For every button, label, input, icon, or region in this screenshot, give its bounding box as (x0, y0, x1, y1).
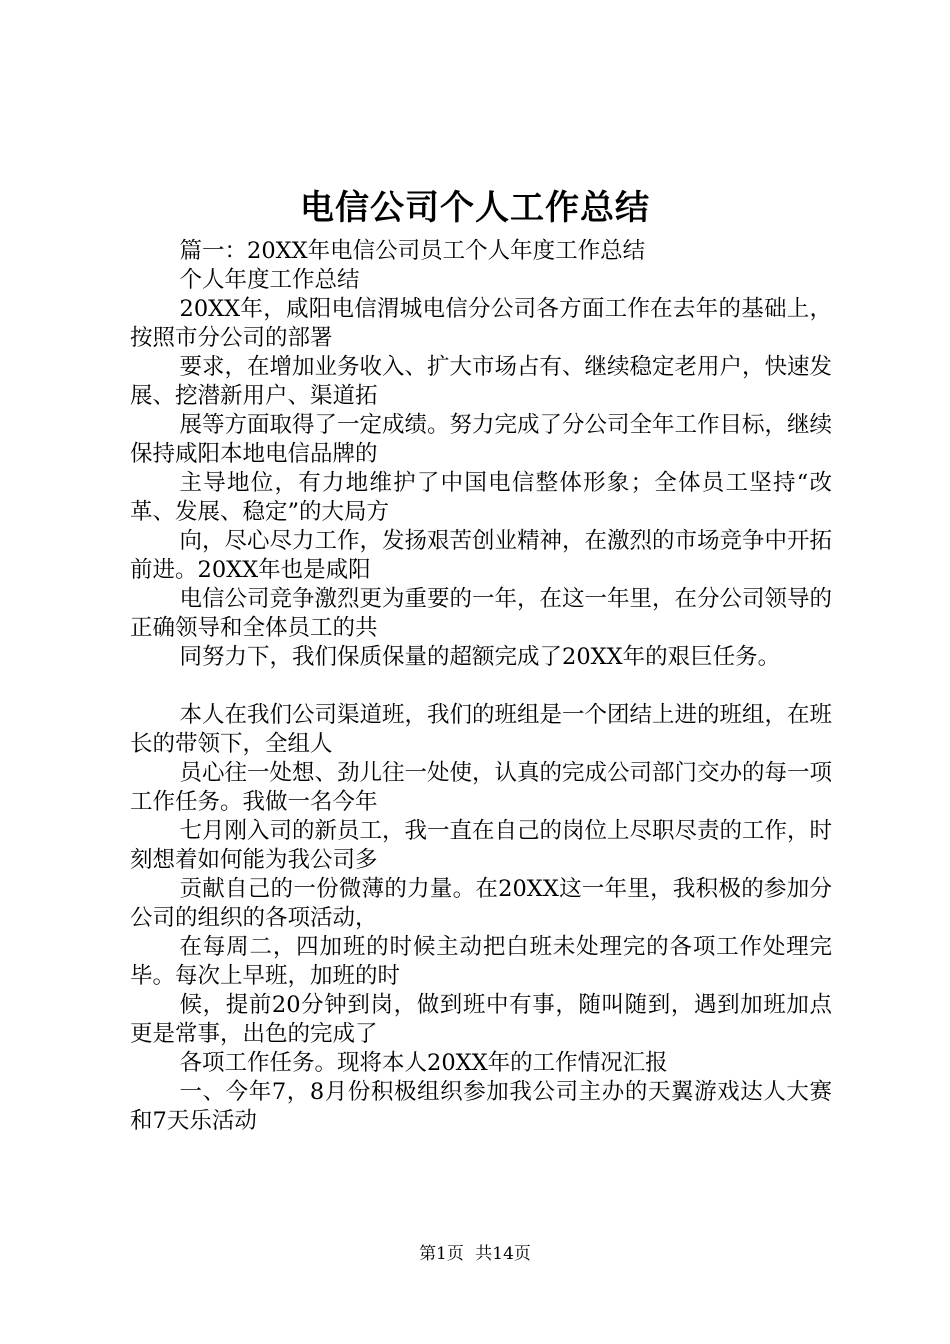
paragraph: 主导地位，有力地维护了中国电信整体形象；全体员工坚持“改革、发展、稳定”的大局方 (130, 470, 832, 525)
document-title: 电信公司个人工作总结 (300, 188, 650, 228)
paragraph: 七月刚入司的新员工，我一直在自己的岗位上尽职尽责的工作，时刻想着如何能为我公司多 (130, 818, 833, 873)
paragraph-spacer (130, 672, 832, 701)
paragraph: 贡献自己的一份微薄的力量。在20XX这一年里，我积极的参加分公司的组织的各项活动， (130, 876, 832, 931)
paragraph: 候，提前20分钟到岗，做到班中有事，随叫随到，遇到加班加点更是常事，出色的完成了 (130, 992, 832, 1047)
paragraph: 各项工作任务。现将本人20XX年的工作情况汇报 (179, 1050, 668, 1076)
paragraph: 20XX年，咸阳电信渭城电信分公司各方面工作在去年的基础上，按照市分公司的部署 (130, 296, 832, 351)
paragraph: 要求，在增加业务收入、扩大市场占有、继续稳定老用户，快速发展、挖潜新用户、渠道拓 (130, 354, 833, 409)
paragraph: 一、今年7，8月份积极组织参加我公司主办的天翼游戏达人大赛和7天乐活动 (130, 1079, 832, 1134)
paragraph: 本人在我们公司渠道班，我们的班组是一个团结上进的班组，在班长的带领下，全组人 (130, 702, 833, 757)
paragraph: 员心往一处想、劲儿往一处使，认真的完成公司部门交办的每一项工作任务。我做一名今年 (130, 760, 833, 815)
section-subheading: 个人年度工作总结 (179, 267, 360, 293)
paragraph: 同努力下，我们保质保量的超额完成了20XX年的艰巨任务。 (179, 644, 781, 670)
document-body (130, 237, 832, 1136)
paragraph: 展等方面取得了一定成绩。努力完成了分公司全年工作目标，继续保持咸阳本地电信品牌的 (130, 412, 833, 467)
paragraph: 电信公司竞争激烈更为重要的一年，在这一年里，在分公司领导的正确领导和全体员工的共 (130, 586, 833, 641)
paragraph: 在每周二，四加班的时候主动把白班未处理完的各项工作处理完毕。每次上早班，加班的时 (130, 934, 832, 989)
section-heading: 篇一：20XX年电信公司员工个人年度工作总结 (179, 238, 646, 264)
page-footer (0, 1242, 950, 1266)
page-number: 第1页 (419, 1244, 464, 1264)
page-total: 共14页 (475, 1244, 531, 1264)
paragraph: 向，尽心尽力工作，发扬艰苦创业精神，在激烈的市场竞争中开拓前进。20XX年也是咸阳 (130, 528, 833, 583)
